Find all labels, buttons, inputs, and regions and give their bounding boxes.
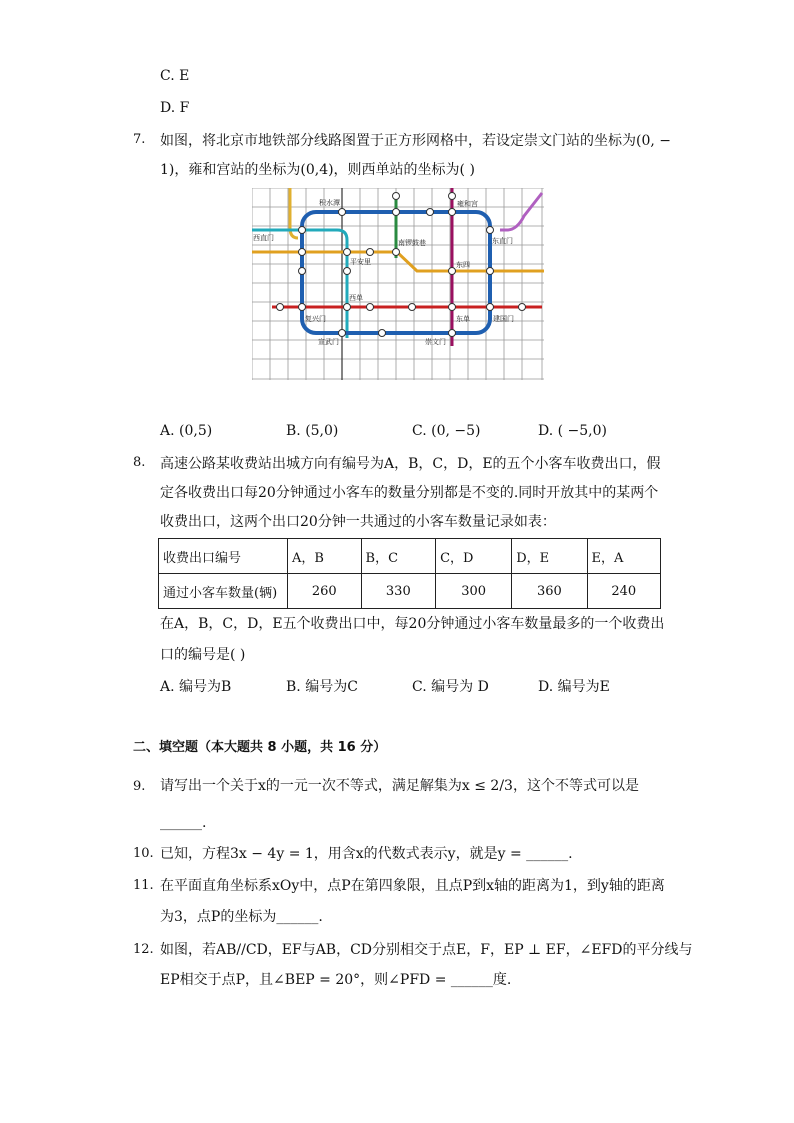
subway-map-figure	[252, 188, 544, 380]
label-chongwenmen: 崇文门	[425, 338, 446, 346]
table-cell: 240	[587, 574, 660, 609]
table-cell: 360	[512, 574, 587, 609]
label-jishuitan: 积水潭	[319, 199, 340, 207]
label-xuanwumen: 宣武门	[318, 338, 339, 346]
table-cell: C，D	[436, 539, 512, 574]
table-row	[159, 539, 661, 574]
label-xidan: 西单	[349, 294, 363, 302]
q9-answer-blank[interactable]: ______.	[160, 815, 207, 831]
table-row	[159, 574, 661, 609]
label-nanluoguxiang: 南锣鼓巷	[398, 239, 426, 247]
option-c-prev: C. E	[160, 68, 190, 84]
q8-text-line1: 高速公路某收费站出城方向有编号为A，B，C，D，E的五个小客车收费出口，假	[160, 456, 661, 472]
option-d-prev: D. F	[160, 100, 190, 116]
q12-text-line1: 如图，若AB//CD，EF与AB，CD分别相交于点E，F，EP ⊥ EF，∠EFD的平分线与	[160, 942, 693, 958]
section-heading: 二、填空题（本大题共 8 小题，共 16 分）	[133, 740, 387, 755]
table-cell: 通过小客车数量(辆)	[159, 574, 288, 609]
label-jianguomen: 建国门	[493, 315, 514, 323]
q8-text-after2: 口的编号是( )	[160, 647, 246, 663]
q7-option-a[interactable]: A. (0,5)	[160, 423, 213, 439]
q11-text-line1: 在平面直角坐标系xOy中，点P在第四象限，且点P到x轴的距离为1，到y轴的距离	[160, 878, 665, 894]
q7-option-d[interactable]: D. ( −5,0)	[538, 423, 607, 439]
toll-table	[158, 538, 661, 609]
q8-option-c[interactable]: C. 编号为 D	[412, 679, 489, 695]
q7-option-b[interactable]: B. (5,0)	[286, 423, 339, 439]
q7-text-line2: 1)，雍和宫站的坐标为(0,4)，则西单站的坐标为( )	[160, 162, 475, 178]
question-number: 10.	[133, 846, 154, 861]
q7-text-line1: 如图，将北京市地铁部分线路图置于正方形网格中，若设定崇文门站的坐标为(0, −	[160, 133, 671, 149]
q10-text-line1: 已知，方程3x − 4y = 1，用含x的代数式表示y，就是y = ______.	[160, 846, 573, 862]
table-cell: 收费出口编号	[159, 539, 288, 574]
table-cell: 260	[288, 574, 362, 609]
q8-text-line3: 收费出口，这两个出口20分钟一共通过的小客车数量记录如表：	[160, 514, 556, 530]
question-number: 9.	[133, 779, 146, 794]
question-number: 8.	[133, 455, 146, 470]
label-fuxingmen: 复兴门	[305, 315, 326, 323]
q7-option-c[interactable]: C. (0, −5)	[412, 423, 481, 439]
q8-option-d[interactable]: D. 编号为E	[538, 679, 610, 695]
table-cell: 300	[436, 574, 512, 609]
question-number: 7.	[133, 132, 146, 147]
q8-text-after1: 在A，B，C，D，E五个收费出口中，每20分钟通过小客车数量最多的一个收费出	[160, 616, 665, 632]
table-cell: A，B	[288, 539, 362, 574]
q8-option-b[interactable]: B. 编号为C	[286, 679, 358, 695]
table-cell: 330	[361, 574, 436, 609]
label-pinganli: 平安里	[350, 258, 371, 266]
q11-text-line2: 为3，点P的坐标为______.	[160, 909, 323, 925]
label-dongzhimen: 东直门	[492, 237, 513, 245]
label-dongsi: 东四	[456, 261, 470, 269]
q12-text-line2: EP相交于点P，且∠BEP = 20°，则∠PFD = ______度.	[160, 972, 512, 988]
label-dongdan: 东单	[456, 315, 470, 323]
table-cell: B，C	[361, 539, 436, 574]
label-yonghegong: 雍和宫	[457, 200, 478, 208]
q8-option-a[interactable]: A. 编号为B	[160, 679, 232, 695]
table-cell: D，E	[512, 539, 587, 574]
label-xizhimen: 西直门	[253, 234, 274, 242]
map-background	[252, 188, 544, 380]
question-number: 11.	[133, 878, 154, 893]
table-cell: E，A	[587, 539, 660, 574]
q8-text-line2: 定各收费出口每20分钟通过小客车的数量分别都是不变的.同时开放其中的某两个	[160, 485, 659, 501]
q9-text-line1: 请写出一个关于x的一元一次不等式，满足解集为x ≤ 2/3，这个不等式可以是	[160, 778, 639, 794]
question-number: 12.	[133, 942, 154, 957]
